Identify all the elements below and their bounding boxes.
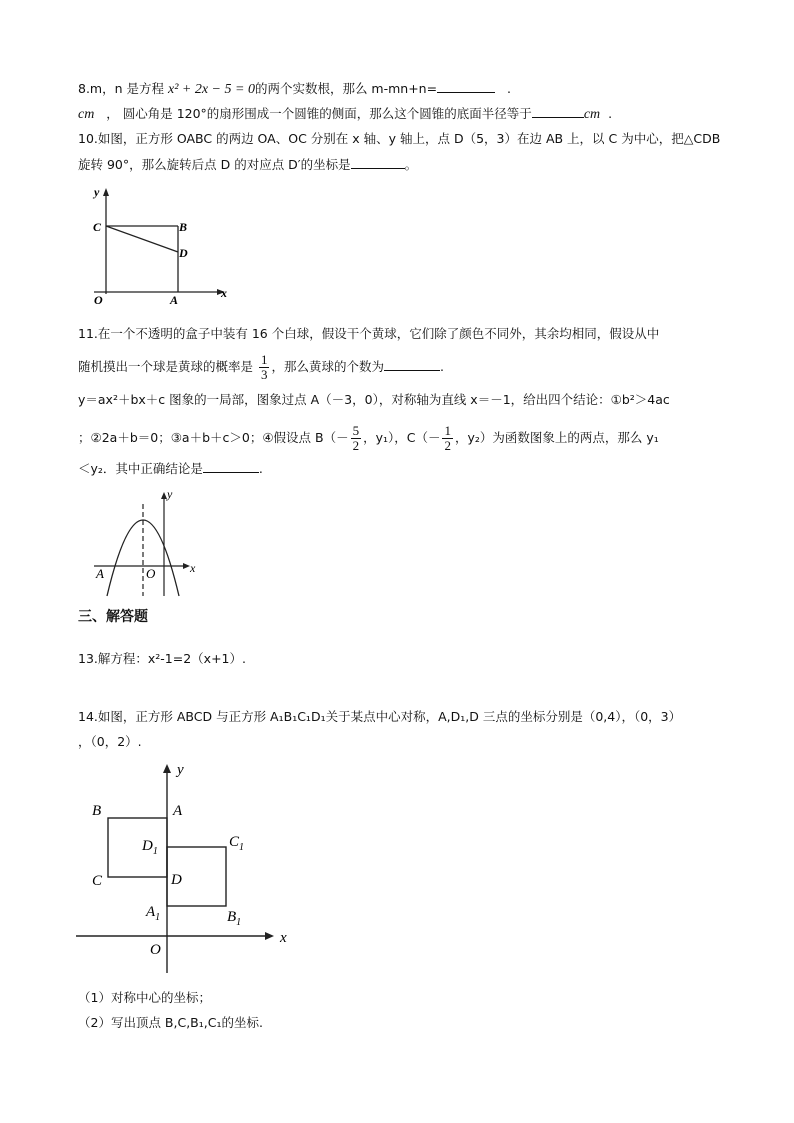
q10-label-C: C (93, 220, 102, 234)
q12-fraction-2 (442, 424, 453, 453)
q8-end: . (507, 81, 511, 96)
q8-line (78, 79, 511, 99)
q8-equation: x² + 2x − 5 = 0 (167, 82, 255, 97)
q12-x-arrow (183, 563, 190, 569)
q10-end: 。 (404, 157, 418, 172)
q10-figure (84, 182, 234, 310)
q10-line2 (78, 155, 417, 174)
q14-label-A1-letter: A (146, 904, 156, 920)
q14-label-D1 (141, 838, 158, 857)
section-3-title: 三、解答题 (78, 609, 148, 625)
q10-label-O: O (94, 293, 103, 307)
q12-figure (88, 484, 218, 599)
q12-label-A: A (96, 566, 104, 581)
q12-answer-blank[interactable] (203, 459, 259, 473)
q14-label-x: x (280, 930, 287, 946)
q14-part1: （1）对称中心的坐标； (78, 990, 211, 1005)
q8-suffix: 的两个实数根，那么 m-mn+n= (254, 81, 438, 96)
q9-unit2: cm (583, 107, 601, 122)
q14-line2: ，（0，2）. (78, 734, 142, 749)
q12-line2-a: ；②2a＋b＝0；③a＋b＋c＞0；④假设点 B（－ (78, 430, 349, 445)
q10-segment-CD (106, 226, 178, 252)
q8-prefix: 8.m，n 是方程 (78, 81, 168, 96)
q10-label-B: B (179, 220, 188, 234)
q8-answer-blank[interactable] (437, 79, 495, 93)
q10-y-arrow (103, 188, 109, 196)
q10-label-A: A (170, 293, 179, 307)
q11-answer-blank[interactable] (384, 357, 440, 371)
q12-line2 (78, 424, 659, 453)
q14-label-D1-sub: 1 (152, 846, 158, 857)
q11-line1: 11.在一个不透明的盒子中装有 16 个白球，假设干个黄球，它们除了颜色不同外，其余均相同，假设从中 (78, 326, 660, 341)
q14-label-B1-sub: 1 (236, 917, 242, 928)
q14-label-B1 (227, 909, 241, 928)
q12-fraction-1 (351, 424, 362, 453)
q10-line1: 10.如图，正方形 OABC 的两边 OA、OC 分别在 x 轴、y 轴上，点 D（5，3）在边 AB 上，以 C 为中心，把△CDB (78, 131, 721, 146)
q10-label-x: x (221, 286, 227, 300)
q11-frac-den: 3 (260, 367, 268, 382)
q12-line2-c: ，y₂）为函数图象上的两点，那么 y₁ (454, 430, 659, 445)
q9-unit1: cm (78, 107, 95, 122)
q11-frac-num: 1 (260, 352, 268, 367)
q10-label-y: y (94, 185, 100, 199)
q11-line2-suffix: ，那么黄球的个数为 (271, 359, 384, 374)
q12-line2-b: ，y₁），C（－ (363, 430, 441, 445)
q11-end: . (440, 359, 444, 374)
q14-figure (70, 758, 310, 980)
q9-line (78, 104, 612, 124)
q9-end: . (608, 106, 613, 121)
q14-label-A: A (173, 803, 183, 819)
q12-frac2-den: 2 (444, 438, 451, 453)
q9-middle: ， 圆心角是 120°的扇形围成一个圆锥的侧面，那么这个圆锥的底面半径等于 (106, 106, 532, 121)
q14-label-B: B (92, 803, 102, 819)
q14-label-D1-letter: D (142, 838, 153, 854)
q14-square-ABCD (108, 818, 167, 877)
q10-answer-blank[interactable] (351, 155, 405, 169)
q14-label-C: C (92, 873, 103, 889)
q14-part2: （2）写出顶点 B,C,B₁,C₁的坐标. (78, 1015, 263, 1030)
q10-line2-text: 旋转 90°，那么旋转后点 D 的对应点 D′的坐标是 (78, 157, 351, 172)
q12-label-x: x (190, 561, 196, 575)
q14-label-C1-letter: C (229, 834, 240, 850)
q11-line2-prefix: 随机摸出一个球是黄球的概率是 (78, 359, 257, 374)
q12-end: . (258, 461, 263, 476)
q12-label-y: y (167, 487, 173, 501)
q14-label-C1-sub: 1 (239, 842, 245, 853)
q14-label-A1 (145, 904, 160, 923)
q14-label-A1-sub: 1 (155, 912, 161, 923)
q14-label-C1 (229, 834, 244, 853)
q12-line3 (78, 459, 263, 478)
q12-frac1-num: 5 (352, 423, 360, 438)
q10-label-D: D (179, 246, 188, 260)
q14-x-arrow (265, 932, 274, 940)
q13-line: 13.解方程：x²-1=2（x+1）. (78, 651, 246, 666)
q11-line2 (78, 353, 444, 382)
q11-probability-fraction (259, 353, 270, 382)
q14-label-y: y (177, 762, 184, 778)
q14-label-D: D (171, 872, 182, 888)
q14-label-O: O (150, 942, 161, 958)
q14-line1: 14.如图，正方形 ABCD 与正方形 A₁B₁C₁D₁关于某点中心对称，A,D₁,D 三点的坐标分别是（0,4），（0，3） (78, 709, 682, 724)
q14-y-arrow (163, 764, 171, 773)
q12-line3-text: ＜y₂．其中正确结论是 (78, 461, 203, 476)
q12-label-O: O (146, 566, 156, 581)
q12-frac1-den: 2 (352, 438, 360, 453)
q9-answer-blank[interactable] (532, 104, 584, 118)
q12-line1: y＝ax²＋bx＋c 图象的一局部，图象过点 A（－3，0），对称轴为直线 x＝－1，给出四个结论：①b²＞4ac (78, 392, 670, 407)
q12-frac2-num: 1 (444, 423, 451, 438)
q14-label-B1-letter: B (227, 909, 237, 925)
